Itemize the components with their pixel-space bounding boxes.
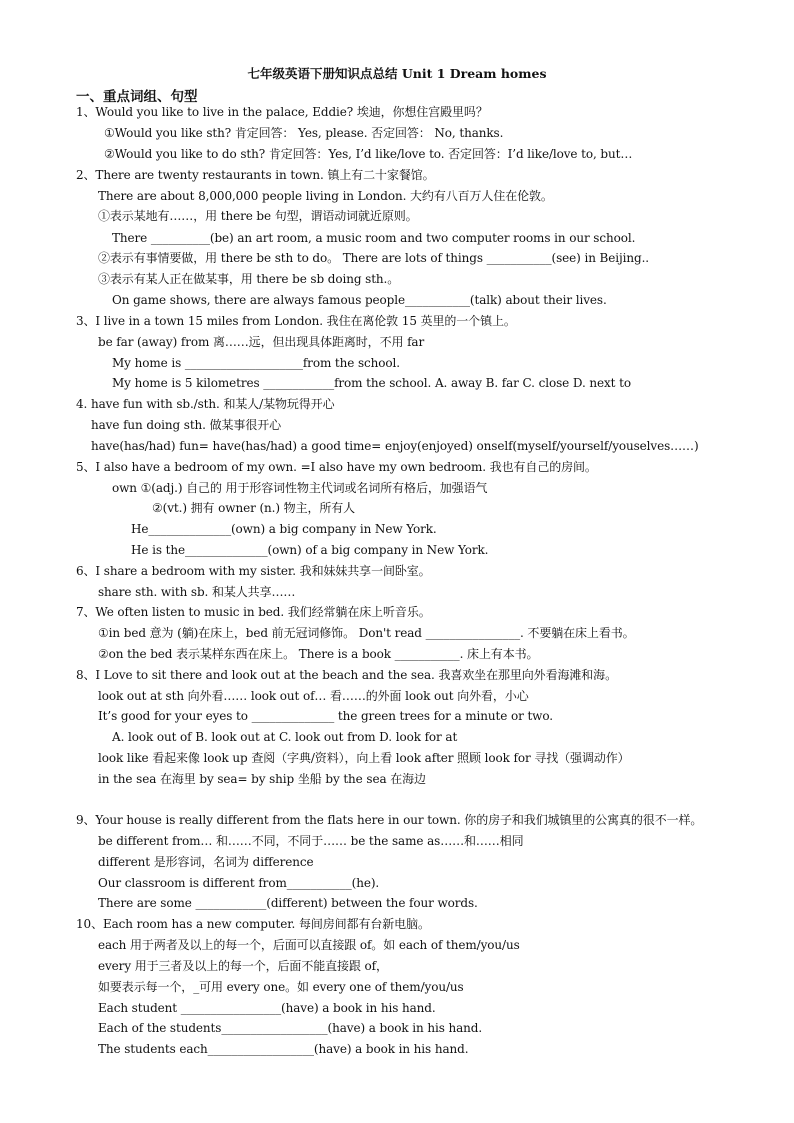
- item-9-sentence: 9、Your house is really different from the flats here in our town. 你的房子和我们城镇里的公寓真的很不一样。: [76, 813, 703, 827]
- item-2-example: There are about 8,000,000 people living in London. 大约有八百万人住在伦敦。: [98, 189, 553, 203]
- item-1-sentence: 1、Would you like to live in the palace, Eddie? 埃迪，你想住宫殿里吗？: [76, 105, 488, 119]
- item-2-exercise-2: On game shows, there are always famous people___________(talk) about their lives.: [112, 293, 607, 307]
- item-7-note-2: ②on the bed 表示某样东西在床上。 There is a book ___________. 床上有本书。: [98, 647, 539, 661]
- item-2-note-1: ①表示某地有……，用 there be 句型，谓语动词就近原则。: [98, 209, 418, 223]
- item-9-exercise-1: Our classroom is different from___________(he).: [98, 876, 380, 890]
- item-4-phrase: 4. have fun with sb./sth. 和某人/某物玩得开心: [76, 397, 335, 411]
- item-2-sentence: 2、There are twenty restaurants in town. 镇上有二十家餐馆。: [76, 168, 435, 182]
- item-10-exercise-1: Each student _________________(have) a book in his hand.: [98, 1001, 436, 1015]
- item-6-sentence: 6、I share a bedroom with my sister. 我和妹妹共享一间卧室。: [76, 564, 431, 578]
- item-3-sentence: 3、I live in a town 15 miles from London. 我住在离伦敦 15 英里的一个镇上。: [76, 314, 516, 328]
- item-5-exercise-2: He is the______________(own) of a big company in New York.: [131, 543, 489, 557]
- item-5-exercise-1: He______________(own) a big company in New York.: [131, 522, 437, 536]
- item-9-exercise-2: There are some ____________(different) between the four words.: [98, 896, 478, 910]
- item-7-sentence: 7、We often listen to music in bed. 我们经常躺在床上听音乐。: [76, 605, 431, 619]
- item-3-exercise-2: My home is 5 kilometres ____________from the school. A. away B. far C. close D. next to: [112, 376, 631, 390]
- item-4-note-1: have fun doing sth. 做某事很开心: [91, 418, 281, 432]
- item-3-note: be far (away) from 离……远，但出现具体距离时，不用 far: [98, 335, 425, 349]
- item-1-note-2: ②Would you like to do sth? 肯定回答：Yes, I’d like/love to. 否定回答：I’d like/love to, but…: [104, 147, 633, 161]
- item-10-sentence: 10、Each room has a new computer. 每间房间都有台新电脑。: [76, 917, 430, 931]
- item-10-exercise-3: The students each__________________(have) a book in his hand.: [98, 1042, 469, 1056]
- item-10-note-1: each 用于两者及以上的每一个，后面可以直接跟 of。如 each of them/you/us: [98, 938, 520, 952]
- item-10-note-3: 如要表示每一个，_可用 every one。如 every one of them/you/us: [98, 980, 464, 994]
- item-7-note-1: ①in bed 意为 (躺)在床上，bed 前无冠词修饰。 Don't read ________________. 不要躺在床上看书。: [98, 626, 635, 640]
- item-8-note-2: look like 看起来像 look up 查阅（字典/资料），向上看 look after 照顾 look for 寻找（强调动作）: [98, 751, 630, 765]
- item-8-note-1: look out at sth 向外看…… look out of… 看……的外面 look out 向外看，小心: [98, 689, 529, 703]
- item-6-note: share sth. with sb. 和某人共享……: [98, 585, 296, 599]
- item-9-note-1: be different from… 和……不同，不同于…… be the same as……和……相同: [98, 834, 524, 848]
- item-8-choices: A. look out of B. look out at C. look out from D. look for at: [112, 730, 458, 744]
- item-10-note-2: every 用于三者及以上的每一个，后面不能直接跟 of，: [98, 959, 388, 973]
- item-5-sentence: 5、I also have a bedroom of my own. =I also have my own bedroom. 我也有自己的房间。: [76, 460, 597, 474]
- item-4-note-2: have(has/had) fun= have(has/had) a good time= enjoy(enjoyed) onself(myself/yourself/youselves……): [91, 439, 699, 453]
- item-9-note-2: different 是形容词，名词为 difference: [98, 855, 314, 869]
- item-2-note-3: ③表示有某人正在做某事，用 there be sb doing sth.。: [98, 272, 400, 286]
- item-3-exercise-1: My home is ____________________from the school.: [112, 356, 401, 370]
- item-5-note-1: own ①(adj.) 自己的 用于形容词性物主代词或名词所有格后，加强语气: [112, 481, 488, 495]
- item-8-note-3: in the sea 在海里 by sea= by ship 坐船 by the sea 在海边: [98, 772, 426, 786]
- item-1-note-1: ①Would you like sth? 肯定回答： Yes, please. 否定回答： No, thanks.: [104, 126, 504, 140]
- item-2-note-2: ②表示有事情要做，用 there be sth to do。 There are lots of things ___________(see) in Beijing..: [98, 251, 650, 265]
- item-8-exercise: It’s good for your eyes to ______________ the green trees for a minute or two.: [98, 709, 553, 723]
- item-8-sentence: 8、I Love to sit there and look out at the beach and the sea. 我喜欢坐在那里向外看海滩和海。: [76, 668, 617, 682]
- section-heading: 一、重点词组、句型: [76, 89, 198, 105]
- item-5-note-2: ②(vt.) 拥有 owner (n.) 物主，所有人: [152, 501, 356, 515]
- document-title: 七年级英语下册知识点总结 Unit 1 Dream homes: [247, 66, 547, 81]
- item-10-exercise-2: Each of the students__________________(have) a book in his hand.: [98, 1021, 483, 1035]
- item-2-exercise-1: There __________(be) an art room, a music room and two computer rooms in our school.: [112, 231, 636, 245]
